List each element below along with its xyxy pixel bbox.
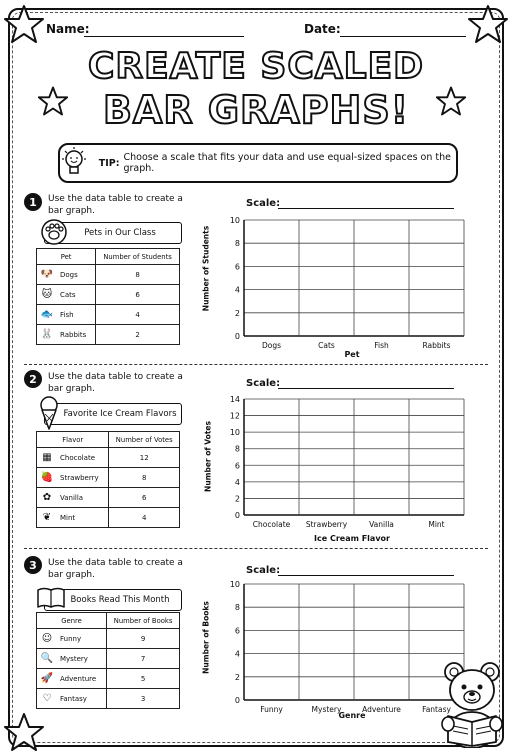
x-tick-label: Fish xyxy=(374,341,389,350)
light-bulb-icon xyxy=(60,146,88,178)
row-value: 9 xyxy=(107,629,180,649)
x-tick-label: Adventure xyxy=(362,705,401,714)
row-label: Mint xyxy=(60,514,76,522)
date-label: Date: xyxy=(304,22,341,36)
tip-lead: TIP: xyxy=(98,157,120,169)
teddy-bear-reading-icon xyxy=(440,660,504,748)
y-tick-label: 0 xyxy=(234,332,240,341)
row-label: Adventure xyxy=(60,675,97,683)
table-row xyxy=(37,468,180,488)
table-title: Favorite Ice Cream Flavors xyxy=(63,409,177,419)
y-tick-label: 10 xyxy=(229,428,240,438)
row-value: 8 xyxy=(96,265,180,285)
row-value: 4 xyxy=(96,305,180,325)
rocket-icon: 🚀 xyxy=(40,673,54,684)
y-tick-label: 4 xyxy=(234,649,240,659)
name-field[interactable] xyxy=(84,36,244,37)
x-axis-label: Pet xyxy=(344,350,360,359)
column-header: Number of Books xyxy=(107,613,180,629)
row-value: 2 xyxy=(96,325,180,345)
section-divider xyxy=(24,548,488,549)
cat-icon: 🐱 xyxy=(41,289,53,300)
y-tick-label: 4 xyxy=(234,285,240,295)
table-row xyxy=(37,629,180,649)
row-label: Dogs xyxy=(60,271,78,279)
x-tick-label: Fantasy xyxy=(422,705,451,714)
table-row xyxy=(37,265,180,285)
empty-graph-grid[interactable] xyxy=(229,578,464,714)
table-row xyxy=(37,448,180,468)
empty-graph-grid[interactable] xyxy=(229,214,464,350)
section-instruction: Use the data table to create a bar graph. xyxy=(48,558,183,580)
table-row xyxy=(37,285,180,305)
data-table xyxy=(36,431,180,528)
y-tick-label: 6 xyxy=(234,626,240,636)
x-tick-label: Mystery xyxy=(311,705,342,714)
magnifier-icon: 🔍 xyxy=(40,653,54,664)
section-number: 3 xyxy=(24,556,42,574)
y-tick-label: 0 xyxy=(234,511,240,520)
row-label: Vanilla xyxy=(60,494,84,502)
table-row xyxy=(37,508,180,528)
strawberry-icon: 🍓 xyxy=(40,472,54,483)
row-value: 4 xyxy=(109,508,180,528)
x-tick-label: Strawberry xyxy=(305,520,348,529)
scale-input[interactable] xyxy=(278,388,454,389)
table-title-banner xyxy=(44,403,182,425)
y-tick-label: 4 xyxy=(234,477,240,487)
paw-icon xyxy=(40,218,68,246)
data-table xyxy=(36,612,180,709)
row-label: Mystery xyxy=(60,655,88,663)
y-tick-label: 10 xyxy=(229,580,240,589)
y-tick-label: 2 xyxy=(234,672,240,682)
star-icon xyxy=(4,712,44,752)
table-row xyxy=(37,689,180,709)
star-icon xyxy=(436,86,466,116)
table-row xyxy=(37,649,180,669)
x-tick-label: Funny xyxy=(260,705,283,714)
y-axis-label: Number of Votes xyxy=(203,421,213,492)
y-tick-label: 8 xyxy=(234,444,240,454)
row-value: 8 xyxy=(109,468,180,488)
section-number: 1 xyxy=(24,193,42,211)
x-tick-label: Mint xyxy=(428,520,445,529)
row-value: 6 xyxy=(109,488,180,508)
chocolate-icon: ▦ xyxy=(42,452,52,463)
y-tick-label: 0 xyxy=(234,696,240,705)
tip-box xyxy=(58,143,458,183)
star-icon xyxy=(468,4,508,44)
page-title-line1: CREATE SCALED xyxy=(87,46,425,87)
table-row xyxy=(37,325,180,345)
row-label: Chocolate xyxy=(60,454,96,462)
y-tick-label: 14 xyxy=(229,395,240,404)
mint-leaf-icon: ❦ xyxy=(42,512,52,523)
y-tick-label: 6 xyxy=(234,461,240,471)
table-row xyxy=(37,488,180,508)
section-instruction: Use the data table to create a bar graph. xyxy=(48,372,183,394)
empty-graph-grid[interactable] xyxy=(229,393,464,529)
column-header: Pet xyxy=(37,249,96,265)
row-label: Cats xyxy=(60,291,76,299)
ice-cream-icon xyxy=(38,395,60,431)
book-icon xyxy=(36,586,66,610)
column-header: Number of Students xyxy=(96,249,180,265)
page-title-line2: BAR GRAPHS! xyxy=(102,88,410,132)
name-label: Name: xyxy=(46,22,90,36)
x-tick-label: Dogs xyxy=(261,341,282,350)
scale-input[interactable] xyxy=(278,208,454,209)
y-tick-label: 2 xyxy=(234,494,240,504)
column-header: Genre xyxy=(37,613,107,629)
row-label: Fish xyxy=(60,311,74,319)
row-value: 6 xyxy=(96,285,180,305)
row-value: 5 xyxy=(107,669,180,689)
scale-label: Scale: xyxy=(246,378,281,389)
star-icon xyxy=(4,4,44,44)
dog-icon: 🐶 xyxy=(40,269,54,280)
row-label: Rabbits xyxy=(60,331,87,339)
column-header: Number of Votes xyxy=(109,432,180,448)
y-tick-label: 6 xyxy=(234,262,240,272)
table-row xyxy=(37,305,180,325)
row-value: 12 xyxy=(109,448,180,468)
row-value: 7 xyxy=(107,649,180,669)
vanilla-flower-icon: ✿ xyxy=(42,492,52,503)
scale-label: Scale: xyxy=(246,565,281,576)
row-label: Funny xyxy=(60,635,82,643)
column-header: Flavor xyxy=(37,432,109,448)
data-table xyxy=(36,248,180,345)
x-tick-label: Chocolate xyxy=(252,520,291,529)
tip-text: Choose a scale that fits your data and use equal-sized spaces on the graph. xyxy=(123,152,451,174)
table-title: Books Read This Month xyxy=(70,595,170,605)
row-label: Fantasy xyxy=(60,695,87,703)
star-icon xyxy=(38,86,68,116)
section-number: 2 xyxy=(24,370,42,388)
table-row xyxy=(37,669,180,689)
scale-input[interactable] xyxy=(278,575,454,576)
section-divider xyxy=(24,364,488,365)
y-tick-label: 12 xyxy=(229,411,240,421)
row-label: Strawberry xyxy=(60,474,99,482)
y-axis-label: Number of Books xyxy=(201,601,211,674)
y-tick-label: 8 xyxy=(234,239,240,249)
x-tick-label: Vanilla xyxy=(369,520,394,529)
section-instruction: Use the data table to create a bar graph. xyxy=(48,194,183,216)
x-tick-label: Rabbits xyxy=(422,341,451,350)
y-axis-label: Number of Students xyxy=(201,225,211,312)
heart-icon: ♡ xyxy=(42,693,52,704)
rabbit-icon: 🐰 xyxy=(40,329,54,340)
x-axis-label: Genre xyxy=(338,711,366,720)
x-axis-label: Ice Cream Flavor xyxy=(314,534,390,543)
y-tick-label: 8 xyxy=(234,603,240,613)
row-value: 3 xyxy=(107,689,180,709)
fish-icon: 🐟 xyxy=(40,309,54,320)
y-tick-label: 2 xyxy=(234,308,240,318)
table-title: Pets in Our Class xyxy=(84,228,156,238)
date-field[interactable] xyxy=(340,36,466,37)
scale-label: Scale: xyxy=(246,198,281,209)
y-tick-label: 10 xyxy=(229,216,240,225)
smiley-icon: ☺ xyxy=(41,633,53,644)
x-tick-label: Cats xyxy=(318,341,335,350)
